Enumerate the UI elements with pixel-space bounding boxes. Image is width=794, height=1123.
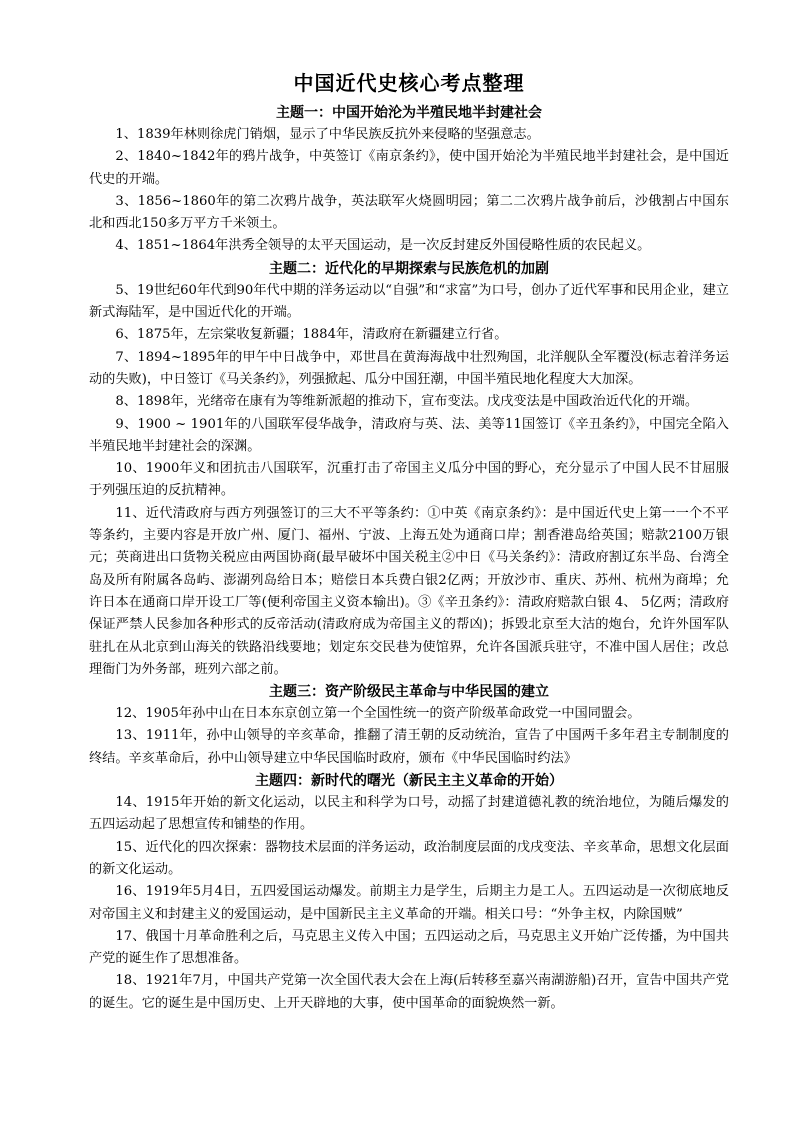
document-page bbox=[89, 68, 729, 1015]
paragraph: 6、1875年，左宗棠收复新疆；1884年，清政府在新疆建立行省。 bbox=[115, 327, 508, 343]
paragraph: 12、1905年孙中山在日本东京创立第一个全国性统一的资产阶级革命政党一中国同盟会。 bbox=[115, 706, 641, 722]
paragraph: 2、1840~1842年的鸦片战争，中英签订《南京条约》，使中国开始沦为半殖民地半封建社会，是中国近代史的开端。 bbox=[89, 149, 729, 187]
paragraph: 4、1851~1864年洪秀全领导的太平天国运动，是一次反封建反外国侵略性质的农民起义。 bbox=[115, 238, 651, 254]
paragraph: 5、19世纪60年代到90年代中期的洋务运动以“自强”和“求富”为口号，创办了近代军事和民用企业，建立新式海陆军，是中国近代化的开端。 bbox=[89, 282, 729, 321]
section-3 bbox=[89, 681, 729, 770]
paragraph: 14、1915年开始的新文化运动，以民主和科学为口号，动摇了封建道德礼教的统治地位，为随后爆发的五四运动起了思想宣传和铺垫的作用。 bbox=[89, 795, 729, 833]
paragraph: 18、1921年7月，中国共产党第一次全国代表大会在上海(后转移至嘉兴南湖游船)召开，宣告中国共产党的诞生。它的诞生是中国历史、上开天辟地的大事，使中国革命的面貌焕然一新。 bbox=[89, 973, 729, 1011]
section-4 bbox=[89, 770, 729, 1015]
section-2 bbox=[89, 258, 729, 681]
section-heading: 主题四：新时代的曙光（新民主主义革命的开始） bbox=[255, 773, 563, 790]
paragraph: 1、1839年林则徐虎门销烟，显示了中华民族反抗外来侵略的坚强意志。 bbox=[115, 127, 540, 142]
paragraph: 9、1900 ~ 1901年的八国联军侵华战争，清政府与英、法、美等11国签订《辛丑条约》，中国完全陷入半殖民地半封建社会的深渊。 bbox=[89, 416, 729, 454]
section-heading: 主题一：中国开始沦为半殖民地半封建社会 bbox=[276, 105, 542, 121]
section-heading: 主题三：资产阶级民主革命与中华民国的建立 bbox=[269, 684, 549, 701]
paragraph: 15、近代化的四次探索：器物技术层面的洋务运动，政治制度层面的戊戌变法、辛亥革命，思想文化层面的新文化运动。 bbox=[89, 839, 729, 877]
paragraph: 11、近代清政府与西方列强签订的三大不平等条约：①中英《南京条约》：是中国近代史上第一一个不平等条约，主要内容是开放广州、厦门、福州、宁波、上海五处为通商口岸；割香港岛给英国；赔款2100万银元；英商进出口货物关税应由两国协商(最早破坏中国关税主②中日《马关条约》：清政府割辽东半岛、台湾全岛及所有附属各岛屿、澎湖列岛给日本；赔偿日本兵费白银2亿两；开放沙市、重庆、苏州、杭州为商埠；允许日本在通商口岸开设工厂等(便利帝国主义资本输出)。③《辛丑条约》：清政府赔款白银 4、 5亿两；清政府保证严禁人民参加各种形式的反帝活动(清政府成为帝国主义的帮凶)；拆毁北京至大沽的炮台，允许外国军队驻扎在从北京到山海关的铁路沿线要地；划定东交民巷为使馆界，允许各国派兵驻守，不准中国人居住；改总理衙门为外务部，班列六部之前。 bbox=[89, 505, 729, 677]
paragraph: 17、俄国十月革命胜利之后，马克思主义传入中国；五四运动之后，马克思主义开始广泛传播，为中国共产党的诞生作了思想准备。 bbox=[89, 928, 729, 967]
paragraph: 7、1894~1895年的甲午中日战争中，邓世昌在黄海海战中壮烈殉国，北洋舰队全军覆没(标志着洋务运动的失败)，中日签订《马关条约》，列强掀起、瓜分中国狂潮，中国半殖民地化程度大大加深。 bbox=[89, 349, 729, 387]
section-1 bbox=[89, 102, 729, 258]
document-title: 中国近代史核心考点整理 bbox=[293, 71, 525, 95]
paragraph: 13、1911年，孙中山领导的辛亥革命，推翻了清王朝的反动统治，宣告了中国两千多年君主专制制度的终结。辛亥革命后，孙中山领导建立中华民国临时政府，颁布《中华民国临时约法》 bbox=[89, 728, 729, 766]
paragraph: 8、1898年，光绪帝在康有为等维新派超的推动下，宣布变法。戊戌变法是中国政治近代化的开端。 bbox=[115, 394, 699, 410]
paragraph: 16、1919年5月4日，五四爱国运动爆发。前期主力是学生，后期主力是工人。五四运动是一次彻底地反对帝国主义和封建主义的爱国运动，是中国新民主主义革命的开端。相关口号：“外争主权，内除国贼” bbox=[89, 884, 729, 922]
paragraph: 10、1900年义和团抗击八国联军，沉重打击了帝国主义瓜分中国的野心，充分显示了中国人民不甘屈服于列强压迫的反抗精神。 bbox=[89, 461, 729, 499]
section-heading: 主题二：近代化的早期探索与民族危机的加剧 bbox=[269, 260, 549, 277]
paragraph: 3、1856~1860年的第二次鸦片战争，英法联军火烧圆明园；第二二次鸦片战争前后，沙俄割占中国东北和西北150多万平方千米领土。 bbox=[89, 193, 729, 232]
